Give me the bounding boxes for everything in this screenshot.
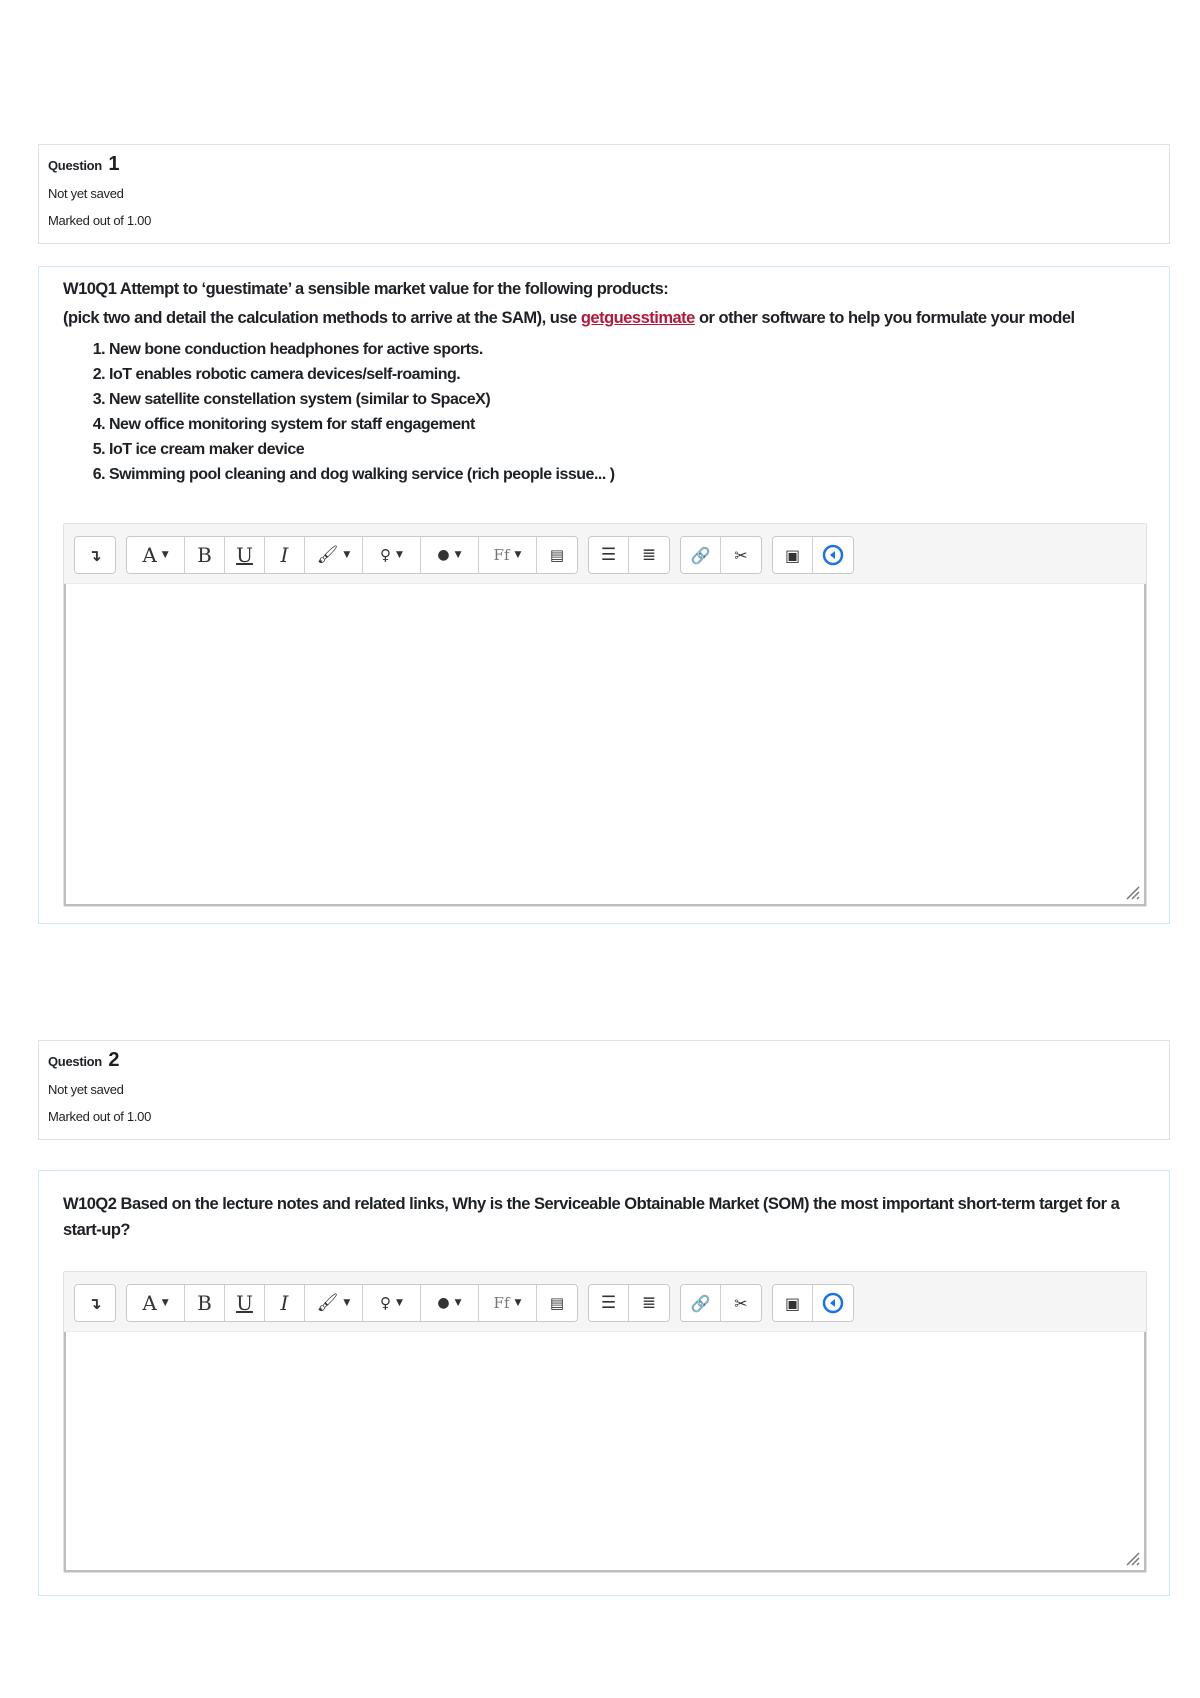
drop-icon: ●	[437, 547, 450, 563]
clear-format-icon: ▤	[549, 546, 565, 564]
image-icon: ▣	[784, 545, 801, 565]
drop-button[interactable]: ● ▼	[421, 537, 479, 573]
clear-format-button[interactable]	[537, 1285, 577, 1321]
font-format-button[interactable]: Ff ▼	[479, 537, 537, 573]
numbered-list-button[interactable]	[629, 537, 669, 573]
collapse-icon: ↴	[88, 1293, 102, 1313]
bullet-list-button[interactable]	[589, 1285, 629, 1321]
image-icon: ▣	[784, 1293, 801, 1313]
media-button[interactable]	[813, 1285, 853, 1321]
font-color-button[interactable]: A ▼	[127, 537, 185, 573]
question-number: 2	[108, 1049, 120, 1071]
bullet-list-icon: ☰	[600, 545, 617, 565]
answer-editor-1	[63, 523, 1147, 907]
highlight-button[interactable]: ♀ ▼	[363, 1285, 421, 1321]
question-label: Question	[48, 158, 102, 173]
drop-icon: ●	[437, 1295, 450, 1311]
question-id: W10Q2	[63, 1195, 117, 1213]
media-icon	[822, 544, 844, 566]
list-item: 4. New office monitoring system for staff engagement	[109, 412, 1145, 437]
unlink-icon: ✂	[734, 1293, 748, 1313]
unlink-button[interactable]	[721, 1285, 761, 1321]
lightbulb-icon: ♀	[380, 1294, 392, 1312]
font-color-icon: A	[142, 1291, 157, 1315]
lightbulb-icon: ♀	[380, 546, 392, 564]
resize-handle-icon[interactable]	[1124, 884, 1140, 900]
instruction-text-a: and detail the calculation methods to arrive at the SAM), use	[134, 309, 577, 327]
answer-textarea-1[interactable]	[64, 584, 1146, 906]
bold-button[interactable]	[185, 537, 225, 573]
clear-format-icon: ▤	[549, 1294, 565, 1312]
underline-button[interactable]	[225, 537, 265, 573]
image-button[interactable]	[773, 537, 813, 573]
question-state: Not yet saved	[48, 186, 124, 201]
question-content-2	[38, 1170, 1170, 1596]
unlink-icon: ✂	[734, 545, 748, 565]
link-icon: 🔗	[690, 1293, 711, 1313]
question-id: W10Q1	[63, 280, 117, 298]
link-button[interactable]	[681, 537, 721, 573]
brush-button[interactable]: 🖌 ▼	[305, 1285, 363, 1321]
collapse-button[interactable]	[75, 537, 115, 573]
bold-icon: B	[197, 543, 212, 567]
collapse-button[interactable]	[75, 1285, 115, 1321]
question-info-1	[38, 144, 1170, 244]
media-icon	[822, 1292, 844, 1314]
editor-toolbar	[64, 524, 1146, 584]
editor-toolbar	[64, 1272, 1146, 1332]
font-format-icon: Ff	[493, 546, 510, 564]
brush-icon: 🖌	[316, 545, 339, 565]
list-item: 6. Swimming pool cleaning and dog walking service (rich people issue... )	[109, 462, 1145, 487]
link-icon: 🔗	[690, 545, 711, 565]
underline-icon: U	[236, 543, 253, 567]
font-color-icon: A	[142, 543, 157, 567]
question-text-1	[63, 277, 1145, 301]
question-number: 1	[108, 153, 120, 175]
italic-icon: I	[280, 1291, 289, 1315]
question-content-1	[38, 266, 1170, 924]
highlight-button[interactable]: ♀ ▼	[363, 537, 421, 573]
font-format-icon: Ff	[493, 1294, 510, 1312]
brush-icon: 🖌	[316, 1293, 339, 1313]
link-button[interactable]	[681, 1285, 721, 1321]
answer-textarea-2[interactable]	[64, 1332, 1146, 1572]
question-state: Not yet saved	[48, 1082, 124, 1097]
bold-icon: B	[197, 1291, 212, 1315]
resize-handle-icon[interactable]	[1124, 1550, 1140, 1566]
question-label: Question	[48, 1054, 102, 1069]
font-format-button[interactable]: Ff ▼	[479, 1285, 537, 1321]
numbered-list-button[interactable]	[629, 1285, 669, 1321]
question-instructions	[63, 308, 1145, 329]
question-info-2	[38, 1040, 1170, 1140]
image-button[interactable]	[773, 1285, 813, 1321]
bold-button[interactable]	[185, 1285, 225, 1321]
question-text-2	[63, 1191, 1145, 1243]
pick-two-text: (pick two	[63, 309, 131, 327]
question-grade: Marked out of 1.00	[48, 1109, 151, 1124]
clear-format-button[interactable]	[537, 537, 577, 573]
list-item: 3. New satellite constellation system (similar to SpaceX)	[109, 387, 1145, 412]
numbered-list-icon: ≣	[641, 1293, 657, 1313]
collapse-icon: ↴	[88, 545, 102, 565]
product-list	[63, 337, 1145, 487]
answer-editor-2	[63, 1271, 1147, 1573]
italic-button[interactable]	[265, 537, 305, 573]
font-color-button[interactable]: A ▼	[127, 1285, 185, 1321]
underline-icon: U	[236, 1291, 253, 1315]
instruction-text-b: or other software to help you formulate your model	[698, 309, 1075, 327]
italic-button[interactable]	[265, 1285, 305, 1321]
numbered-list-icon: ≣	[641, 545, 657, 565]
media-button[interactable]	[813, 537, 853, 573]
question-main-text: Attempt to ‘guestimate’ a sensible market value for the following products:	[119, 280, 669, 298]
italic-icon: I	[280, 543, 289, 567]
question-main-text: Based on the lecture notes and related links, Why is the Serviceable Obtainable Market (SOM) the most important short-term target for a start-up?	[63, 1195, 1120, 1239]
brush-button[interactable]: 🖌 ▼	[305, 537, 363, 573]
bullet-list-button[interactable]	[589, 537, 629, 573]
question-grade: Marked out of 1.00	[48, 213, 151, 228]
underline-button[interactable]	[225, 1285, 265, 1321]
unlink-button[interactable]	[721, 537, 761, 573]
list-item: 5. IoT ice cream maker device	[109, 437, 1145, 462]
drop-button[interactable]: ● ▼	[421, 1285, 479, 1321]
getguesstimate-link[interactable]: getguesstimate	[580, 309, 695, 327]
list-item: 1. New bone conduction headphones for active sports.	[109, 337, 1145, 362]
list-item: 2. IoT enables robotic camera devices/self-roaming.	[109, 362, 1145, 387]
bullet-list-icon: ☰	[600, 1293, 617, 1313]
